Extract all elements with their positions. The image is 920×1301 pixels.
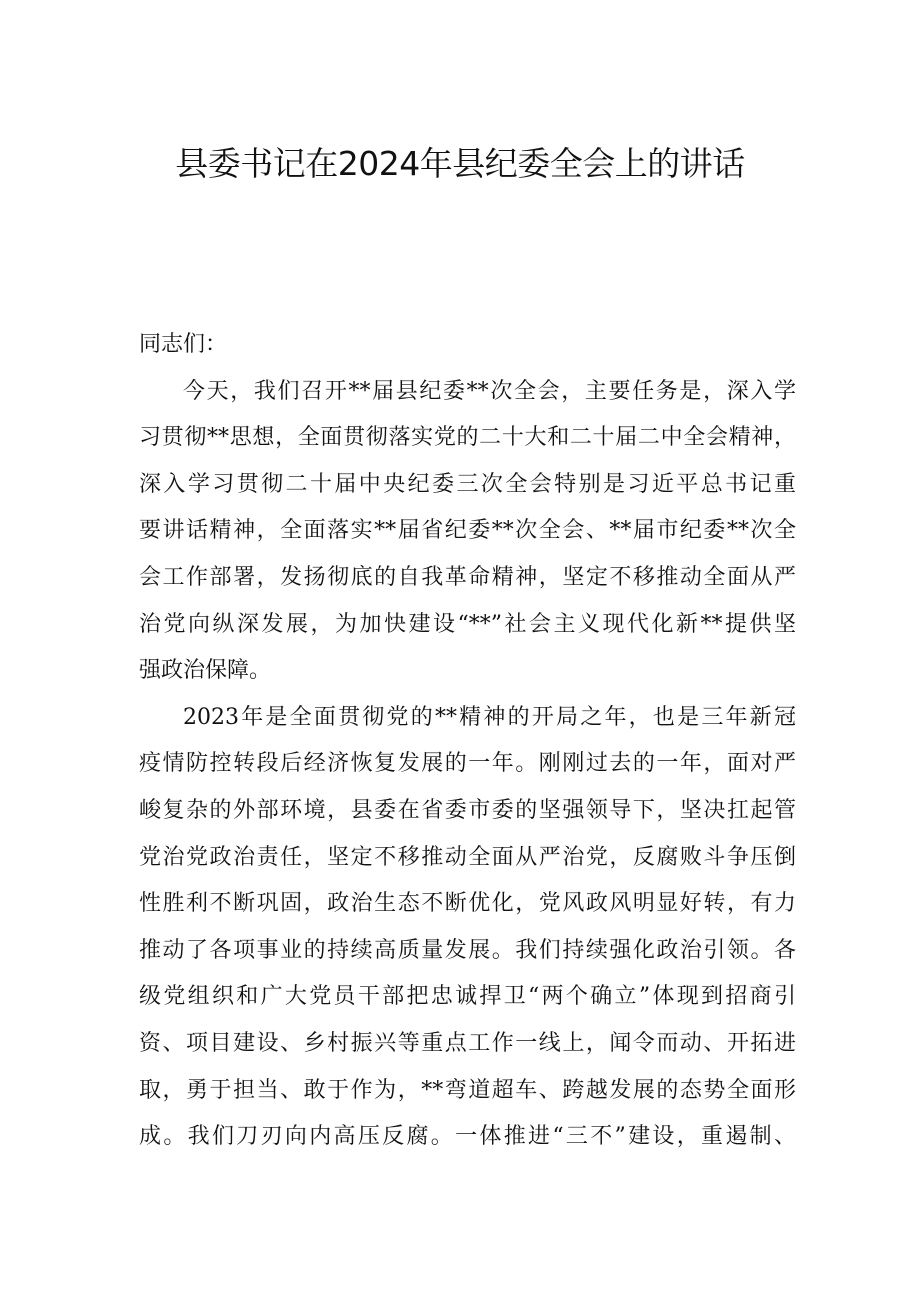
- paragraph-line: 疫情防控转段后经济恢复发展的一年。刚刚过去的一年，面对严: [139, 751, 796, 777]
- document-body: [139, 322, 796, 1161]
- paragraph-line: 会工作部署，发扬彻底的自我革命精神，坚定不移推动全面从严: [139, 564, 796, 590]
- paragraph-line: 今天，我们召开**届县纪委**次全会，主要任务是，深入学: [183, 378, 796, 404]
- paragraph-line: 治党向纵深发展，为加快建设“**”社会主义现代化新**提供坚: [139, 611, 796, 637]
- paragraph-line: 级党组织和广大党员干部把忠诚捍卫“两个确立”体现到招商引: [139, 984, 796, 1010]
- paragraph-line: 深入学习贯彻二十届中央纪委三次全会特别是习近平总书记重: [139, 471, 796, 497]
- paragraph-line: 要讲话精神，全面落实**届省纪委**次全会、**届市纪委**次全: [139, 518, 796, 544]
- salutation: 同志们：: [139, 332, 228, 357]
- paragraph-line: 推动了各项事业的持续高质量发展。我们持续强化政治引领。各: [139, 937, 796, 963]
- paragraph-line: 峻复杂的外部环境，县委在省委市委的坚强领导下，坚决扛起管: [139, 797, 796, 823]
- paragraph-line: 资、项目建设、乡村振兴等重点工作一线上，闻令而动、开拓进: [139, 1030, 796, 1056]
- paragraph-line: 党治党政治责任，坚定不移推动全面从严治党，反腐败斗争压倒: [139, 844, 796, 870]
- paragraph-line: 习贯彻**思想，全面贯彻落实党的二十大和二十届二中全会精神，: [139, 425, 796, 451]
- paragraph-line: 成。我们刀刃向内高压反腐。一体推进“三不”建设，重遏制、: [139, 1124, 796, 1150]
- paragraph: [139, 369, 796, 695]
- paragraph-line: 2023年是全面贯彻党的**精神的开局之年，也是三年新冠: [183, 704, 796, 730]
- paragraph-line: 取，勇于担当、敢于作为，**弯道超车、跨越发展的态势全面形: [139, 1077, 796, 1103]
- paragraph-line: 强政治保障。: [139, 658, 272, 684]
- document-title: 县委书记在2024年县纪委全会上的讲话: [175, 144, 745, 183]
- paragraph: [139, 695, 796, 1161]
- paragraph-line: 性胜利不断巩固，政治生态不断优化，党风政风明显好转，有力: [139, 891, 796, 917]
